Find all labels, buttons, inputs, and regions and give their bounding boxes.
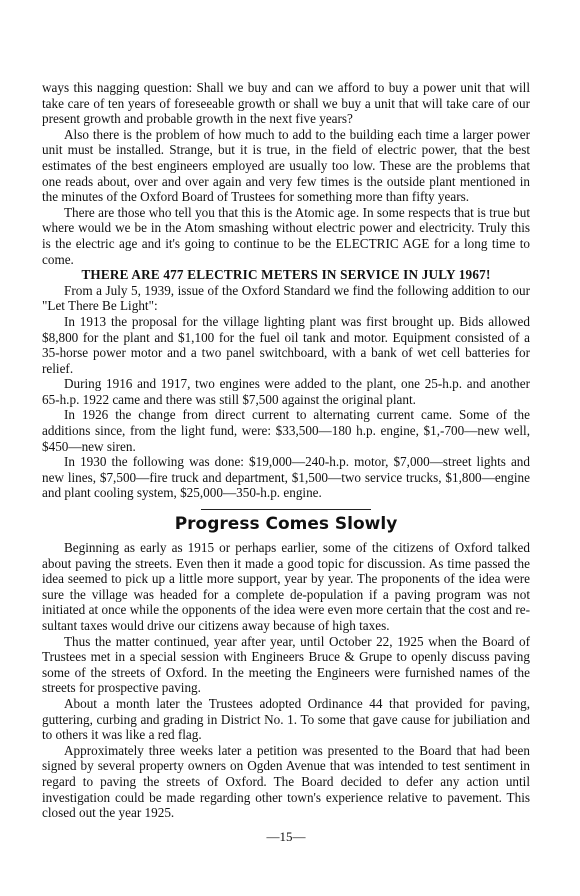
paragraph-continuation: ways this nagging question: Shall we buy and can we afford to buy a power unit that will take care of ten years of foreseeable growth or shall we buy a unit that will take care of our present growth and probable growth in the next five years? (42, 80, 530, 127)
paragraph-1925-meeting: Thus the matter continued, year after year, until October 22, 1925 when the Board of Trustees met in a special session with Engineers Bruce & Grupe to openly discuss paving some of the streets of Oxford. In the meeting the Engineers were furnished names of the streets for prospective paving. (42, 633, 530, 696)
paragraph-paving-1915: Beginning as early as 1915 or perhaps earlier, some of the citizens of Oxford talked about paving the streets. Even then it made a good topic for discussion. As time passed the idea seemed to pick up a little more support, year by year. The proponents of the idea were sure the village was headed for a complete de-population if a paving program was not initiated at once while the opponents of the idea were even more certain that the cost and re-sultant taxes would drive our citizens away because of high taxes. (42, 540, 530, 633)
paragraph-1930: In 1930 the following was done: $19,000—240-h.p. motor, $7,000—street lights and new lines, $7,500—fire truck and department, $1,500—two service trucks, $1,800—engine and plant cooling system, $25,000—350-h.p. engine. (42, 454, 530, 501)
paragraph-1926: In 1926 the change from direct current to alternating current came. Some of the additions since, from the light fund, were: $33,500—180 h.p. engine, $1,-700—new well, $450—new siren. (42, 407, 530, 454)
section-heading: Progress Comes Slowly (174, 514, 398, 535)
paragraph-oxford-standard: From a July 5, 1939, issue of the Oxford Standard we find the following addition to our "Let There Be Light": (42, 282, 530, 314)
page-number: —15— (266, 828, 306, 844)
paragraph-1916: During 1916 and 1917, two engines were added to the plant, one 25-h.p. and another 65-h.p. 1922 came and there was still $7,500 against the original plant. (42, 376, 530, 407)
section-divider (201, 509, 371, 510)
meters-headline: THERE ARE 477 ELECTRIC METERS IN SERVICE IN JULY 1967! (81, 267, 491, 283)
text-column (42, 80, 530, 844)
paragraph-petition: Approximately three weeks later a petition was presented to the Board that had been signed by several property owners on Ogden Avenue that was intended to test sentiment in regard to paving the streets of Oxford. The Board decided to defer any action until investigation could be made regarding other town's experience relative to pavement. This closed out the year 1925. (42, 742, 530, 821)
paragraph-1913: In 1913 the proposal for the village lighting plant was first brought up. Bids allowed $8,800 for the plant and $1,100 for the fuel oil tank and motor. Equipment consisted of a 35-horse power motor and a two panel switchboard, with a bank of wet cell batteries for relief. (42, 313, 530, 376)
paragraph-ordinance-44: About a month later the Trustees adopted Ordinance 44 that provided for paving, guttering, curbing and grading in District No. 1. To some that gave cause for jubiliation and to others it was like a red flag. (42, 695, 530, 743)
paragraph-power-unit: Also there is the problem of how much to add to the building each time a larger power unit must be installed. Strange, but it is true, in the field of electric power, that the best estimates of the best engineers employed are usually too low. These are the problems that one reads about, over and over again and very few times is the outside plant mentioned in the minutes of the Oxford Board of Trustees for something more than fifty years. (42, 126, 530, 205)
paragraph-atomic-age: There are those who tell you that this is the Atomic age. In some respects that is true but where would we be in the Atom smashing without electric power and electricity. Truly this is the electric age and it's going to continue to be the ELECTRIC AGE for a long time to come. (42, 204, 530, 267)
